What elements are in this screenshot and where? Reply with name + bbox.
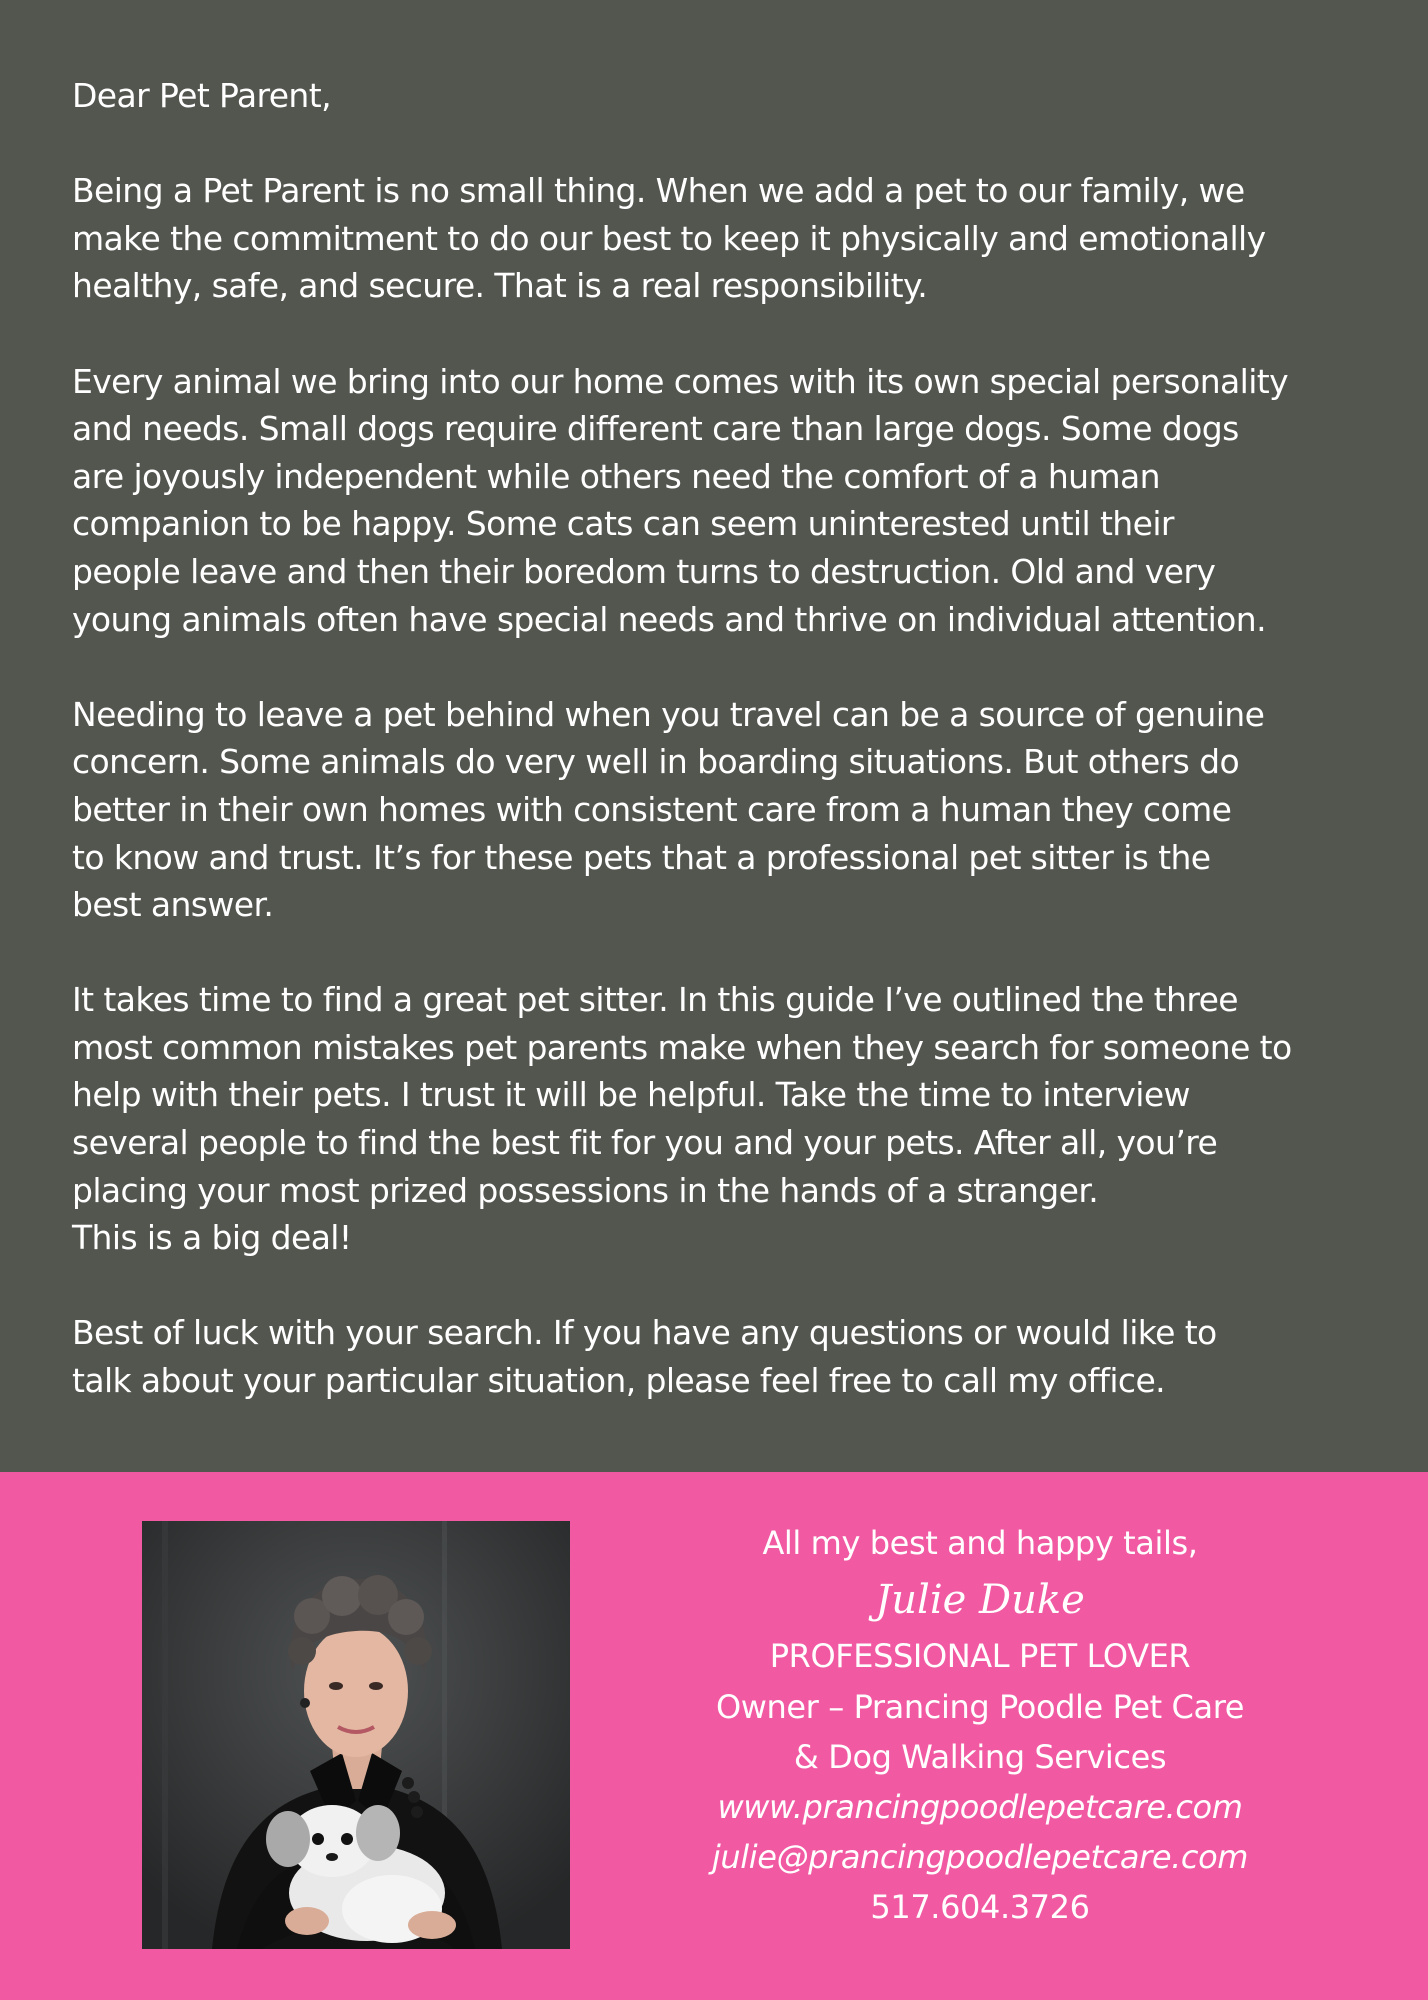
email-link[interactable]: julie@prancingpoodlepetcare.com <box>711 1838 1249 1876</box>
signoff-block <box>640 1516 1320 1932</box>
phone-number[interactable]: 517.604.3726 <box>870 1888 1090 1926</box>
role-line-owner: Owner – Prancing Poodle Pet Care <box>715 1688 1245 1726</box>
role-line-services: & Dog Walking Services <box>793 1738 1167 1776</box>
letter-paragraph: Every animal we bring into our home comes with its own special personality and needs. Small dogs require different care than large dogs. Some dogs are joyously independent while others need the comfort of a human companion to be happy. Some cats can seem uninterested until their people leave and then their boredom turns to destruction. Old and very young animals often have special needs and thrive on individual attention. <box>72 361 1289 639</box>
letter-paragraph: Needing to leave a pet behind when you travel can be a source of genuine concern. Some animals do very well in boarding situations. But others do better in their own homes with consistent care from a human they come to know and trust. It’s for these pets that a professional pet sitter is the best answer. <box>72 694 1265 925</box>
signoff-footer <box>0 1472 1428 2000</box>
letter-body <box>72 72 1372 1452</box>
website-link[interactable]: www.prancingpoodlepetcare.com <box>717 1788 1243 1826</box>
closing-line: All my best and happy tails, <box>762 1524 1198 1562</box>
signature: Julie Duke <box>875 1577 1085 1623</box>
portrait-photo <box>142 1521 570 1949</box>
letter-paragraph: Being a Pet Parent is no small thing. When we add a pet to our family, we make the commitment to do our best to keep it physically and emotionally healthy, safe, and secure. That is a real responsibility. <box>72 171 1266 306</box>
portrait-with-dog-illustration <box>142 1521 570 1949</box>
job-title: PROFESSIONAL PET LOVER <box>769 1637 1191 1675</box>
letter-paragraph: It takes time to find a great pet sitter. In this guide I’ve outlined the three most common mistakes pet parents make when they search for someone to help with their pets. I trust it will be helpful. Take the time to interview several people to find the best fit for you and your pets. After all, you’re placing your most prized possessions in the hands of a stranger. This is a big deal! <box>72 980 1292 1258</box>
letter-greeting: Dear Pet Parent, <box>72 76 331 115</box>
letter-paragraph: Best of luck with your search. If you have any questions or would like to talk about your particular situation, please feel free to call my office. <box>72 1313 1217 1401</box>
